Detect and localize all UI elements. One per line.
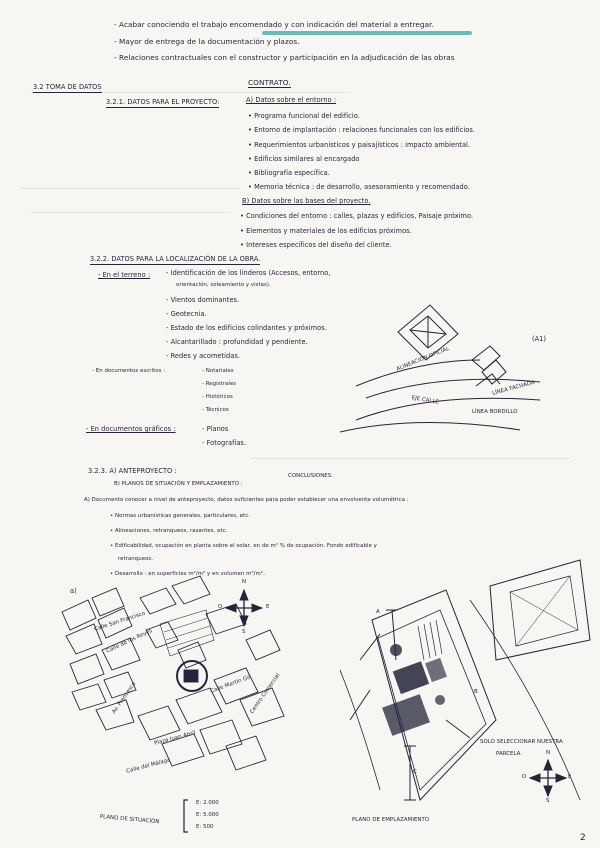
terreno-item: - Alcantarillado : profundidad y pendiente. [166,338,308,346]
a1-tag: (A1) [532,335,547,343]
terreno-item: orientación, soleamiento y vistas). [176,282,271,288]
doc-graficos-item: - Planos [202,425,229,433]
street-label: Centro Comercial [249,672,282,715]
eje-calle-label: EJE CALLE [411,395,440,406]
alineacion-label: ALINEACIÓN OFICIAL [395,345,451,373]
section-heading: 3.2 TOMA DE DATOS [33,83,102,91]
subsection-321: 3.2.1. DATOS PARA EL PROYECTO: [106,98,220,106]
a-title: A) Datos sobre el entorno : [246,96,337,104]
b-item: • Intereses específicos del diseño del cliente. [240,241,392,249]
doc-graficos-label: - En documentos gráficos : [86,425,176,433]
terreno-label: - En el terreno : [98,271,151,279]
conclusiones: CONCLUSIONES. [288,473,333,479]
doc-graficos-item: - Fotografías. [202,439,247,447]
street-label: Calle Martín Gil [209,674,252,695]
street-label: Calle San Francisco [93,610,147,633]
plano-emplazamiento-label: PLANO DE EMPLAZAMIENTO [352,817,430,823]
site-compass-o: O [522,774,527,780]
subsection-323c: A) Documento conocer a nivel de anteproyecto, datos suficientes para poder establecer una envolvente volumétrica : [84,497,409,503]
subsection-323b: B) PLANOS DE SITUACIÓN Y EMPLAZAMIENTO : [114,481,243,487]
site-compass-n: N [546,750,551,756]
linea-bordillo-label: LÍNEA BORDILLO [472,409,518,415]
site-note: SOLO SELECCIONAR NUESTRA [480,739,563,745]
street-label: Av. Francesco [111,680,138,715]
site-compass-e: E [568,774,572,780]
a-item: • Memoria técnica : de desarrollo, asesoramiento y recomendado. [248,183,470,191]
subsection-322: 3.2.2. DATOS PARA LA LOCALIZACIÓN DE LA OBRA. [90,255,261,263]
s323-item: • Edificabilidad, ocupación en planta sobre el solar, en de m² % de ocupación. Fondo edificable y [110,543,377,549]
s323-item: retranqueos. [118,556,154,562]
map-compass-o: O [218,604,223,610]
plano-situacion-label: PLANO DE SITUACIÓN [99,814,160,826]
top-bullet: - Relaciones contractuales con el constructor y participación en la adjudicación de las obras [114,53,455,62]
b-item: • Condiciones del entorno : calles, plazas y edificios, Paisaje próximo. [240,212,474,220]
street-label: Calle del Málaga [125,757,172,775]
terreno-item: - Redes y acometidas. [166,352,240,360]
b-item: • Elementos y materiales de los edificios próximos. [240,227,412,235]
map-compass-n: N [242,579,247,585]
b-title: B) Datos sobre las bases del proyecto. [242,197,371,205]
site-axis-label: C [413,769,417,775]
s323-item: • Normas urbanísticas generales, particulares, etc. [110,513,250,519]
site-axis-label: A [376,609,380,615]
top-bullet: - Acabar conociendo el trabajo encomendado y con indicación del material a entregar. [114,20,434,29]
site-axis-label: B [474,689,478,695]
doc-escritos-item: - Técnicos [202,407,229,413]
terreno-item: - Vientos dominantes. [166,296,240,304]
top-bullet: - Mayor de entrega de la documentación y plazos. [114,37,300,46]
terreno-item: - Geotecnia. [166,310,207,318]
linea-fachada-label: LÍNEA FACHADA [491,379,536,397]
s323-item: • Alineaciones, retranqueos, rasantes, etc. [110,528,228,534]
doc-escritos-item: - Históricos [202,394,233,400]
a-item: • Entorno de implantación : relaciones funcionales con los edificios. [248,126,475,134]
map-compass-s: S [242,629,246,635]
map-compass-e: E [266,604,270,610]
page-number: 2 [580,833,586,843]
subsection-323: 3.2.3. A) ANTEPROYECTO : [88,467,177,475]
a-item: • Requerimientos urbanísticos y paisajísticos : impacto ambiental. [248,141,471,149]
site-compass-s: S [546,798,550,804]
map-tag: a) [70,587,77,595]
s323-item: • Desarrollo : en superficies m²/m² y en volumen m³/m².. [110,571,267,577]
terreno-item: - Identificación de los linderos (Accesos, entorno, [166,269,331,277]
site-note: PARCELA. [496,751,523,757]
doc-escritos-item: - Registrales [202,381,237,387]
scale-label: E: 5.000 [196,812,219,818]
street-label: Plaza Juan Abril [153,730,197,747]
scale-label: E: 2.000 [196,800,219,806]
doc-escritos-item: - Notariales [202,368,234,374]
doc-escritos-label: - En documentos escritos : [92,368,166,374]
scale-label: E: 500 [196,824,214,830]
contrato-heading: CONTRATO. [248,78,291,87]
a-item: • Edificios similares al encargado [248,155,360,163]
a-item: • Bibliografía específica. [248,169,330,177]
street-label: Calle de los Reyes [105,628,154,655]
terreno-item: - Estado de los edificios colindantes y próximos. [166,324,327,332]
a-item: • Programa funcional del edificio. [248,112,360,120]
